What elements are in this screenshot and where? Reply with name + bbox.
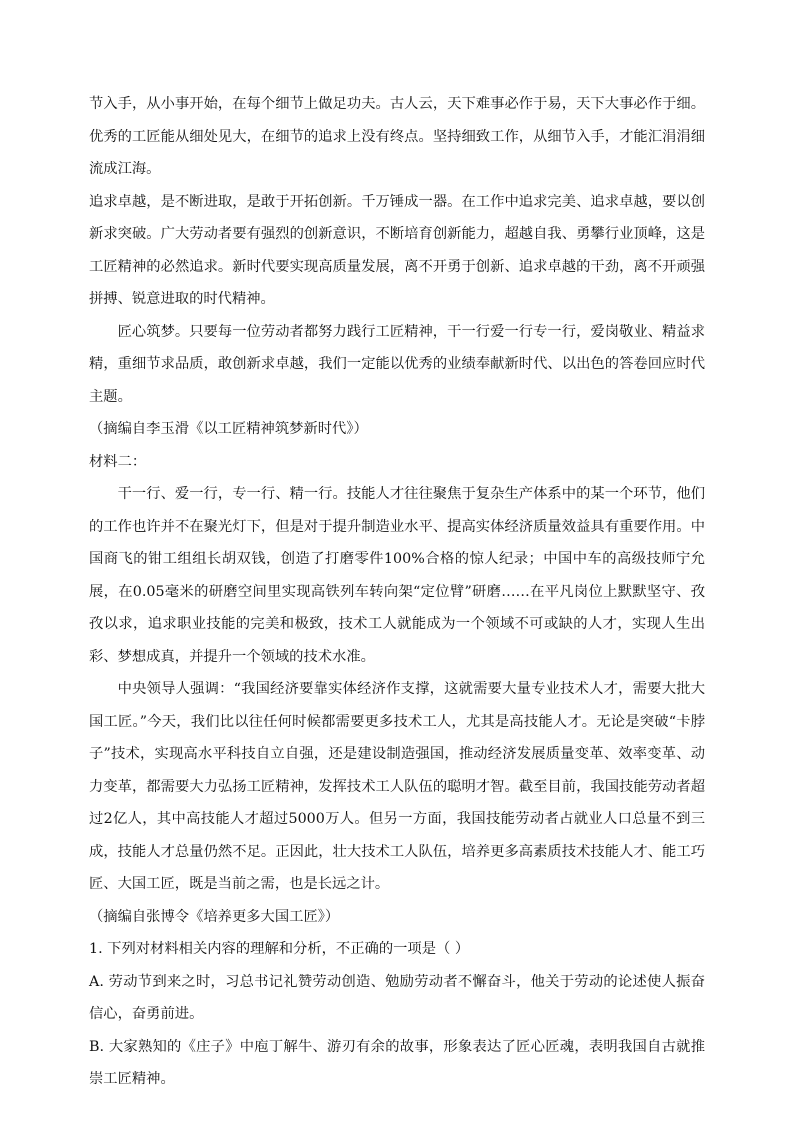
question-stem: 1. 下列对材料相关内容的理解和分析，不正确的一项是（ ） [89,941,470,957]
paragraph-leader-quote: 中央领导人强调：“我国经济要靠实体经济作支撑，这就需要大量专业技术人才，需要大批大国工匠。”今天，我们比以往任何时候都需要更多技术工人，尤其是高技能人才。无论是突破“卡脖子”技术，实现高水平科技自立自强，还是建设制造强国，推动经济发展质量变革、效率变革、动力变革，都需要大力弘扬工匠精神，发挥技术工人队伍的聪明才智。截至目前，我国技能劳动者超过2亿人，其中高技能人才超过5000万人。但另一方面，我国技能劳动者占就业人口总量不到三成，技能人才总量仍然不足。正因此，壮大技术工人队伍，培养更多高素质技术技能人才、能工巧匠、大国工匠，既是当前之需，也是长远之计。 [89,681,705,892]
option-a: A. 劳动节到来之时，习总书记礼赞劳动创造、勉励劳动者不懈奋斗，他关于劳动的论述使人振奋信心，奋勇前进。 [89,973,705,1022]
document-page [89,88,705,1096]
paragraph-skilled-talent: 干一行、爱一行，专一行、精一行。技能人才往往聚焦于复杂生产体系中的某一个环节，他们的工作也许并不在聚光灯下，但是对于提升制造业水平、提高实体经济质量效益具有重要作用。中国商飞的钳工组组长胡双钱，创造了打磨零件100%合格的惊人纪录；中国中车的高级技师宁允展，在0.05毫米的研磨空间里实现高铁列车转向架“定位臂”研磨……在平凡岗位上默默坚守、孜孜以求，追求职业技能的完美和极致，技术工人就能成为一个领域不可或缺的人才，实现人生出彩、梦想成真，并提升一个领域的技术水准。 [89,486,705,665]
paragraph-excellence: 追求卓越，是不断进取，是敢于开拓创新。千万锤成一器。在工作中追求完美、追求卓越，要以创新求突破。广大劳动者要有强烈的创新意识，不断培育创新能力，超越自我、勇攀行业顶峰，这是工匠精神的必然追求。新时代要实现高质量发展，离不开勇于创新、追求卓越的干劲，离不开顽强拼搏、锐意进取的时代精神。 [89,193,705,307]
paragraph-details: 节入手，从小事开始，在每个细节上做足功夫。古人云，天下难事必作于易，天下大事必作于细。优秀的工匠能从细处见大，在细节的追求上没有终点。坚持细致工作，从细节入手，才能汇涓涓细流成江海。 [89,96,705,177]
material-two-label: 材料二： [89,453,147,470]
paragraph-dream: 匠心筑梦。只要每一位劳动者都努力践行工匠精神，干一行爱一行专一行，爱岗敬业、精益求精，重细节求品质，敢创新求卓越，我们一定能以优秀的业绩奉献新时代、以出色的答卷回应时代主题。 [89,323,705,405]
option-b: B. 大家熟知的《庄子》中庖丁解牛、游刃有余的故事，形象表达了匠心匠魂，表明我国自古就推崇工匠精神。 [89,1038,705,1087]
source-citation-2: （摘编自张博令《培养更多大国工匠》） [89,908,340,925]
source-citation-1: （摘编自李玉滑《以工匠精神筑梦新时代》） [89,421,368,437]
